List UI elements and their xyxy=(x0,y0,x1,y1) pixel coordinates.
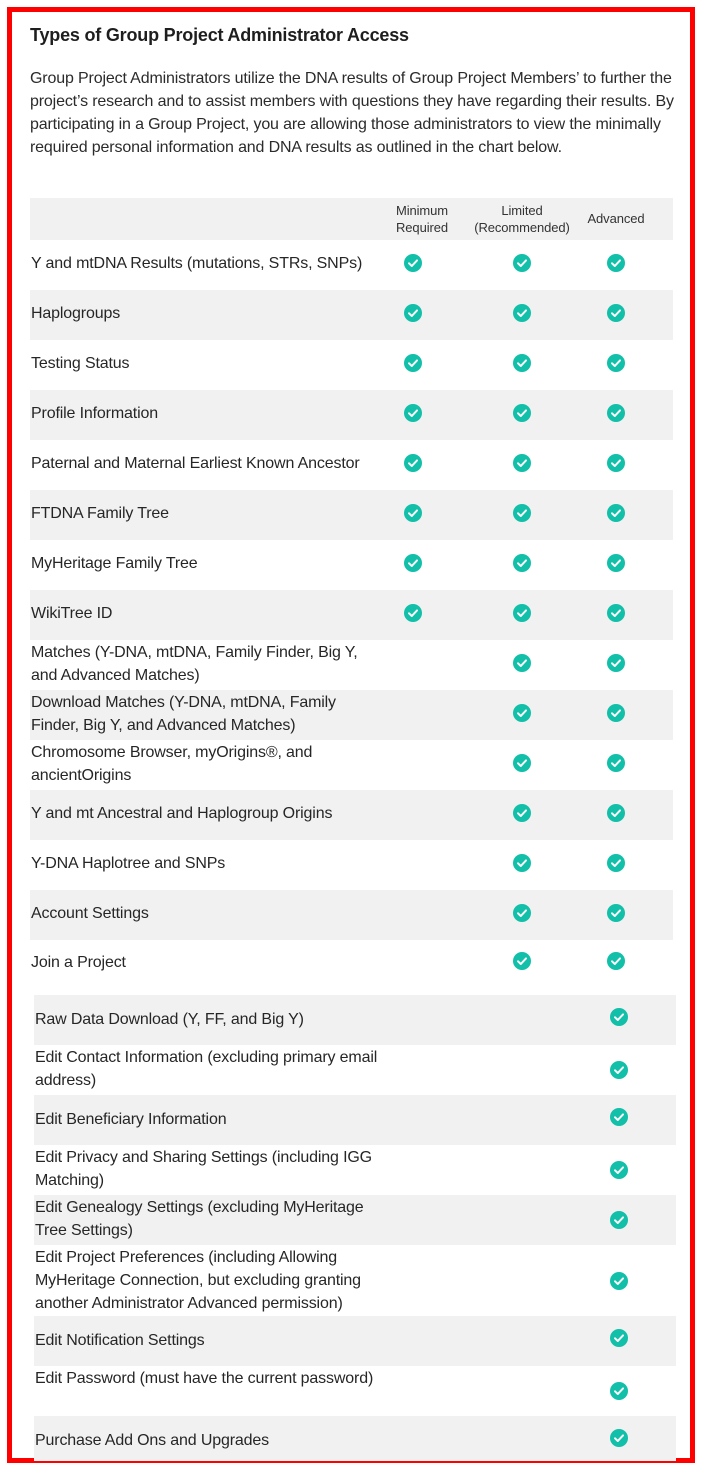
check-icon xyxy=(404,454,422,472)
check-icon xyxy=(513,904,531,922)
row-label: WikiTree ID xyxy=(31,605,113,622)
check-icon xyxy=(513,304,531,322)
table-row xyxy=(34,1316,676,1366)
check-icon xyxy=(607,304,625,322)
column-header-line: Minimum xyxy=(395,203,449,218)
table-row xyxy=(30,290,673,340)
check-icon xyxy=(607,454,625,472)
table-row xyxy=(30,240,673,290)
table-row xyxy=(30,390,673,440)
check-icon xyxy=(607,604,625,622)
check-icon xyxy=(607,704,625,722)
check-icon xyxy=(513,952,531,970)
check-icon xyxy=(513,704,531,722)
check-icon xyxy=(513,354,531,372)
check-icon xyxy=(607,804,625,822)
table-row xyxy=(30,540,673,590)
check-icon xyxy=(513,654,531,672)
row-label: Edit Beneficiary Information xyxy=(35,1111,227,1128)
check-icon xyxy=(404,354,422,372)
check-icon xyxy=(607,354,625,372)
row-label: Edit Contact Information (excluding primary email address) xyxy=(35,1049,378,1089)
check-icon xyxy=(607,654,625,672)
check-icon xyxy=(404,254,422,272)
check-icon xyxy=(607,504,625,522)
table-row xyxy=(34,1145,676,1195)
check-icon xyxy=(610,1272,628,1290)
row-label: Download Matches (Y-DNA, mtDNA, Family Finder, Big Y, and Advanced Matches) xyxy=(31,694,336,734)
table-row xyxy=(34,1195,676,1245)
check-icon xyxy=(610,1211,628,1229)
check-icon xyxy=(513,504,531,522)
column-header-line: Limited xyxy=(501,203,543,218)
check-icon xyxy=(404,554,422,572)
check-icon xyxy=(610,1061,628,1079)
row-label: FTDNA Family Tree xyxy=(31,505,169,522)
check-icon xyxy=(513,454,531,472)
check-icon xyxy=(513,854,531,872)
row-label: Edit Notification Settings xyxy=(35,1332,205,1349)
check-icon xyxy=(513,254,531,272)
table-row xyxy=(30,340,673,390)
check-icon xyxy=(610,1108,628,1126)
check-icon xyxy=(607,854,625,872)
check-icon xyxy=(404,604,422,622)
check-icon xyxy=(610,1161,628,1179)
row-label: Edit Project Preferences (including Allowing MyHeritage Connection, but excluding granting another Administrator Advanced permission) xyxy=(35,1249,361,1312)
row-label: Y-DNA Haplotree and SNPs xyxy=(31,855,226,872)
check-icon xyxy=(513,404,531,422)
table-row xyxy=(34,1245,676,1316)
check-icon xyxy=(607,254,625,272)
row-label: Purchase Add Ons and Upgrades xyxy=(35,1432,270,1449)
table-row xyxy=(34,1416,676,1461)
check-icon xyxy=(610,1429,628,1447)
check-icon xyxy=(513,754,531,772)
row-label: Testing Status xyxy=(31,355,130,372)
table-row xyxy=(30,640,673,690)
section-title: Types of Group Project Administrator Access xyxy=(30,25,409,45)
row-label: Chromosome Browser, myOrigins®, and ancientOrigins xyxy=(31,744,313,784)
table-row xyxy=(34,1095,676,1145)
table-row xyxy=(30,940,673,995)
access-table xyxy=(30,198,673,971)
check-icon xyxy=(610,1382,628,1400)
row-label: MyHeritage Family Tree xyxy=(31,555,198,572)
check-icon xyxy=(513,804,531,822)
row-label: Haplogroups xyxy=(31,305,121,322)
row-label: Y and mtDNA Results (mutations, STRs, SNPs) xyxy=(31,255,363,272)
check-icon xyxy=(513,604,531,622)
table-row xyxy=(30,590,673,640)
table-row xyxy=(34,995,676,1045)
check-icon xyxy=(607,404,625,422)
table-row xyxy=(30,440,673,490)
column-header-limited-recommended xyxy=(466,202,578,236)
column-header-line: Required xyxy=(396,220,448,235)
check-icon xyxy=(404,304,422,322)
row-label: Edit Genealogy Settings (excluding MyHeritage Tree Settings) xyxy=(35,1199,364,1239)
table-row xyxy=(30,740,673,790)
table-row xyxy=(30,790,673,840)
table-row xyxy=(30,890,673,940)
check-icon xyxy=(607,952,625,970)
table-row xyxy=(34,1366,676,1416)
column-header-minimum-required xyxy=(382,202,462,236)
table-row xyxy=(30,840,673,890)
row-label: Account Settings xyxy=(31,905,149,922)
table-row xyxy=(30,490,673,540)
row-label: Join a Project xyxy=(31,954,126,971)
check-icon xyxy=(607,754,625,772)
check-icon xyxy=(607,554,625,572)
check-icon xyxy=(404,504,422,522)
intro-paragraph: Group Project Administrators utilize the DNA results of Group Project Members’ to further the project’s research and to assist members with questions they have regarding their results. By participating in a Group Project, you are allowing those administrators to view the minimally required personal information and DNA results as outlined in the chart below. xyxy=(30,70,674,156)
check-icon xyxy=(610,1008,628,1026)
check-icon xyxy=(513,554,531,572)
table-row xyxy=(30,690,673,740)
row-label: Matches (Y-DNA, mtDNA, Family Finder, Big Y, and Advanced Matches) xyxy=(31,644,358,684)
row-label: Edit Password (must have the current password) xyxy=(35,1370,374,1387)
row-label: Raw Data Download (Y, FF, and Big Y) xyxy=(35,1011,304,1028)
row-label: Y and mt Ancestral and Haplogroup Origins xyxy=(31,805,333,822)
row-label: Paternal and Maternal Earliest Known Ancestor xyxy=(31,455,360,472)
check-icon xyxy=(607,904,625,922)
check-icon xyxy=(610,1329,628,1347)
column-header-advanced: Advanced xyxy=(587,211,645,226)
check-icon xyxy=(404,404,422,422)
row-label: Profile Information xyxy=(31,405,158,422)
column-header-line: (Recommended) xyxy=(474,220,570,235)
table-header xyxy=(30,198,673,240)
row-label: Edit Privacy and Sharing Settings (including IGG Matching) xyxy=(35,1149,372,1189)
table-row xyxy=(34,1045,676,1095)
